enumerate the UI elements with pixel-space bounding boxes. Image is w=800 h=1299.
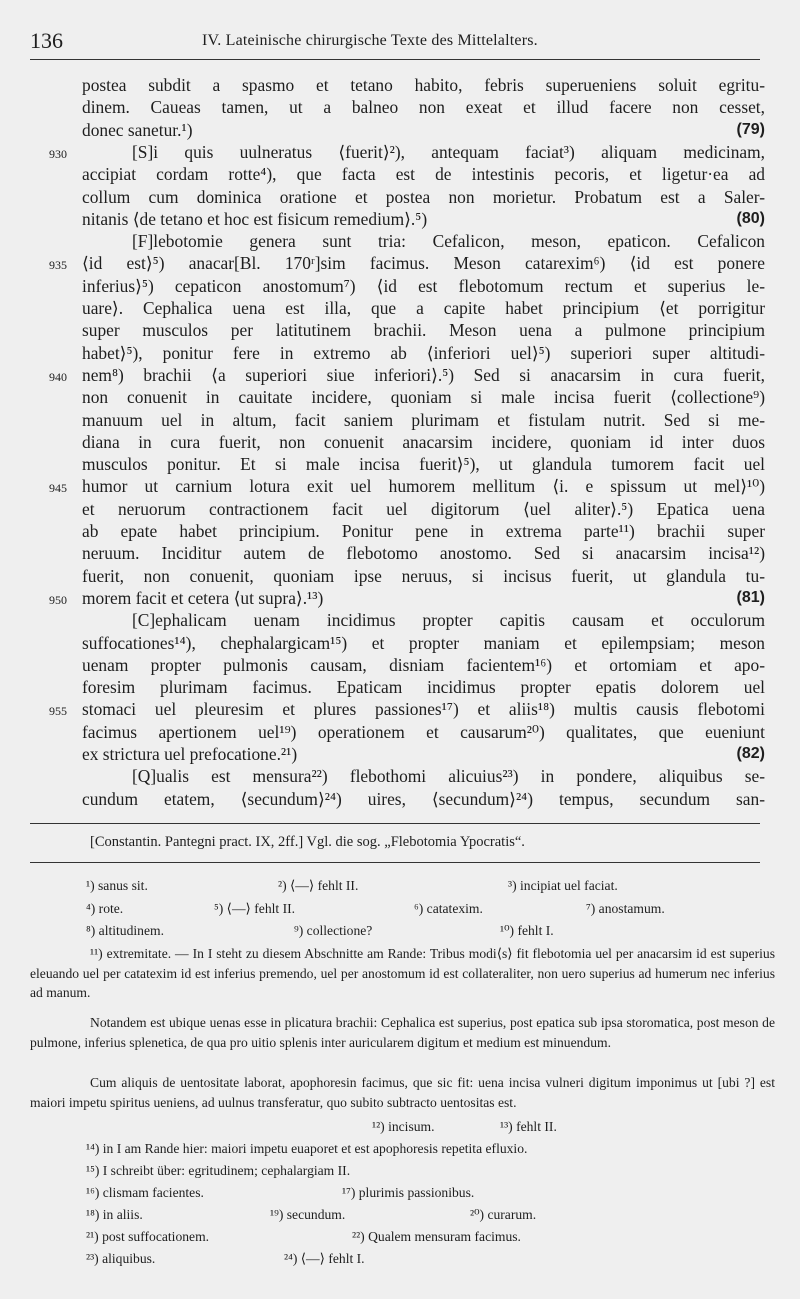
line-text: facimus apertionem uel¹⁹) operationem et causarum²⁰) qualitates, que eueniunt [82, 721, 765, 742]
footnote: ⁸) altitudinem. [86, 923, 164, 938]
footnote: ¹¹) extremitate. — In I steht zu diesem Abschnitte am Rande: Tribus modi⟨s⟩ fit flebotomia uel per anacarsim id est superius eleuando uel per catatexim id est inferius premendo, uel per anostomum id est collateraliter, non uero superius ad humerum nec inferius ad manum. [30, 946, 775, 1000]
line-text: postea subdit a spasmo et tetano habito, febris superueniens soluit egritu- [82, 75, 765, 95]
text-line [0, 319, 800, 341]
source-note: [Constantin. Pantegni pract. IX, 2ff.] Vgl. die sog. „Flebotomia Ypocratis“. [90, 834, 525, 850]
text-line [0, 721, 800, 743]
footnote: ¹⁵) I schreibt über: egritudinem; cephalargiam II. [86, 1163, 351, 1178]
text-line [0, 676, 800, 698]
footnote: ¹⁴) in I am Rande hier: maiori impetu euaporet et est apophoresis repetita efluxio. [86, 1141, 528, 1156]
footnote: ¹⁷) plurimis passionibus. [342, 1185, 475, 1200]
line-text: nitanis ⟨de tetano et hoc est fisicum remedium⟩.⁵) [82, 208, 428, 229]
footnote: ¹⁶) clismam facientes. [86, 1185, 204, 1200]
footnote: ²) ⟨—⟩ fehlt II. [278, 878, 359, 893]
line-text: collum cum dominica oratione et postea non morietur. Probatum est a Saler- [82, 186, 765, 207]
line-number: 950 [49, 592, 67, 607]
line-text: dinem. Caueas tamen, ut a balneo non exeat et illud facere non cesset, [82, 97, 765, 118]
line-text: super musculos per latitutinem brachii. Meson uena a pulmone principium [82, 320, 765, 341]
line-text: stomaci uel pleuresim et plures passiones¹⁷) et aliis¹⁸) multis causis flebotomi [82, 699, 765, 720]
footnote: ⁴) rote. [86, 901, 124, 916]
page-number: 136 [30, 28, 63, 53]
footnote: ¹²) incisum. [372, 1119, 435, 1134]
text-line [0, 186, 800, 208]
line-text: inferius⟩⁵) cepaticon anostomum⁷) ⟨id est flebotomum rectum et superius le- [82, 275, 765, 296]
footnote: ¹⁹) secundum. [270, 1207, 346, 1222]
text-line [0, 252, 800, 274]
line-text: neruum. Inciditur autem de flebotomo anostomo. Sed si anacarsim incisa¹²) [82, 543, 765, 564]
text-line [0, 74, 800, 96]
footnote: ⁶) catatexim. [414, 901, 483, 916]
footnote: ³) incipiat uel faciat. [508, 878, 618, 893]
text-line [0, 743, 800, 765]
text-line [0, 453, 800, 475]
text-line [0, 141, 800, 163]
footnote: ⁹) collectione? [294, 923, 373, 938]
text-line [0, 542, 800, 564]
text-line [0, 498, 800, 520]
page-header [30, 28, 760, 58]
text-line [0, 208, 800, 230]
line-text: ab epate habet principium. Ponitur pene in extrema parte¹¹) brachii super [82, 521, 765, 541]
footnote: ¹) sanus sit. [86, 878, 148, 893]
line-number: 930 [49, 146, 67, 161]
line-text: uenam propter pulmonis causam, disniam facientem¹⁶) et ortomiam et apo- [82, 654, 765, 675]
line-text: [C]ephalicam uenam incidimus propter capitis causam et occulorum [132, 610, 765, 631]
line-text: suffocationes¹⁴), chephalargicam¹⁵) et propter maniam et epilempsiam; meson [82, 632, 765, 653]
line-number: 940 [49, 369, 67, 384]
line-text: foresim plurimam facimus. Epaticam incidimus propter epatis dolorem uel [82, 677, 765, 698]
text-line [0, 431, 800, 453]
line-text: accipiat cordam rotte⁴), que facta est de intestinis pecoris, et ligetur·ea ad [82, 164, 765, 185]
footnote: ²³) aliquibus. [86, 1251, 156, 1266]
line-text: nem⁸) brachii ⟨a superiori siue inferiori⟩.⁵) Sed si anacarsim in cura fuerit, [82, 364, 765, 385]
line-text: ex strictura uel prefocatione.²¹) [82, 744, 298, 764]
line-text: morem facit et cetera ⟨ut supra⟩.¹³) [82, 587, 324, 608]
line-number: 955 [49, 704, 67, 719]
footnote: ¹⁸) in aliis. [86, 1207, 143, 1222]
footnote: ²⁰) curarum. [470, 1207, 537, 1222]
footnote: ²¹) post suffocationem. [86, 1229, 210, 1244]
footnote: ¹⁰) fehlt I. [500, 923, 554, 938]
text-line [0, 632, 800, 654]
text-line [0, 475, 800, 497]
text-line [0, 119, 800, 141]
line-text: ⟨id est⟩⁵) anacar[Bl. 170ʳ]sim facimus. Meson catarexim⁶) ⟨id est ponere [82, 253, 765, 274]
text-line [0, 342, 800, 364]
footnote: ²²) Qualem mensuram facimus. [352, 1229, 521, 1244]
text-line [0, 386, 800, 408]
text-line [0, 297, 800, 319]
line-text: habet⟩⁵), ponitur fere in extremo ab ⟨inferiori uel⟩⁵) superiori super altitudi- [82, 342, 765, 363]
text-line [0, 275, 800, 297]
header-rule [30, 59, 760, 60]
section-number: (80) [736, 209, 765, 227]
section-number: (82) [736, 745, 765, 762]
line-text: [S]i quis uulneratus ⟨fuerit⟩²), antequam faciat³) aliquam medicinam, [132, 141, 765, 162]
text-line [0, 163, 800, 185]
running-title: IV. Lateinische chirurgische Texte des Mittelalters. [202, 32, 538, 49]
footnote-rule [30, 862, 760, 863]
text-line [0, 698, 800, 720]
line-text: non conuenit in cauitate incidere, quoniam si male incisa fuerit ⟨collectione⁹) [82, 387, 765, 408]
line-text: diana in cura fuerit, non conuenit anacarsim incidere, quoniam id inter duos [82, 431, 765, 452]
line-text: humor ut carnium lotura exit uel humorem mellitum ⟨i. e spissum ut mel⟩¹⁰) [82, 476, 765, 497]
footnote-paragraph: Cum aliquis de uentositate laborat, apophoresin facimus, que sic fit: uena incisa vulneri digitum imponimus ut [ubi ?] est maiori impetu spiritus ueniens, ad uulnus transferatur, quo subito subtracto uentositas est. [30, 1075, 775, 1110]
footnote-paragraph: Notandem est ubique uenas esse in plicatura brachii: Cephalica est superius, post epatica sub ipsa storomatica, post meson de pulmone, inferius splenetica, de qua pro uitio splenis inter auricularem digitum et medium est minuendum. [30, 1015, 775, 1050]
text-line [0, 788, 800, 810]
line-text: donec sanetur.¹) [82, 119, 193, 140]
line-text: uare⟩. Cephalica uena est illa, que a capite habet principium ⟨et porrigitur [82, 298, 765, 318]
text-line [0, 765, 800, 787]
section-number: (81) [736, 588, 765, 606]
footnote: ²⁴) ⟨—⟩ fehlt I. [284, 1251, 365, 1266]
line-text: musculos ponitur. Et si male incisa fuerit⟩⁵), ut glandula tumorem facit uel [82, 454, 765, 475]
line-text: cundum etatem, ⟨secundum⟩²⁴) uires, ⟨secundum⟩²⁴) tempus, secundum san- [82, 788, 765, 809]
line-text: fuerit, non conuenit, quoniam ipse neruus, si incisus fuerit, ut glandula tu- [82, 565, 765, 586]
footnote: ⁵) ⟨—⟩ fehlt II. [214, 901, 296, 916]
text-line [0, 587, 800, 609]
source-rule [30, 823, 760, 824]
text-line [0, 565, 800, 587]
line-number: 945 [49, 481, 67, 496]
line-text: [Q]ualis est mensura²²) flebothomi alicuius²³) in pondere, aliquibus se- [132, 766, 765, 787]
line-text: [F]lebotomie genera sunt tria: Cefalicon, meson, epaticon. Cefalicon [132, 231, 765, 252]
footnote: ¹³) fehlt II. [500, 1119, 557, 1134]
line-text: et neruorum contractionem facit uel digitorum ⟨uel aliter⟩.⁵) Epatica uena [82, 498, 765, 519]
text-line [0, 364, 800, 386]
text-line [0, 654, 800, 676]
text-line [0, 409, 800, 431]
text-line [0, 609, 800, 631]
section-number: (79) [736, 120, 765, 138]
footnote: ⁷) anostamum. [586, 901, 665, 916]
line-number: 935 [49, 258, 67, 273]
text-line [0, 96, 800, 118]
line-text: manuum uel in altum, facit saniem plurimam et fistulam nutrit. Sed si me- [82, 409, 765, 430]
text-line [0, 520, 800, 542]
text-line [0, 230, 800, 252]
